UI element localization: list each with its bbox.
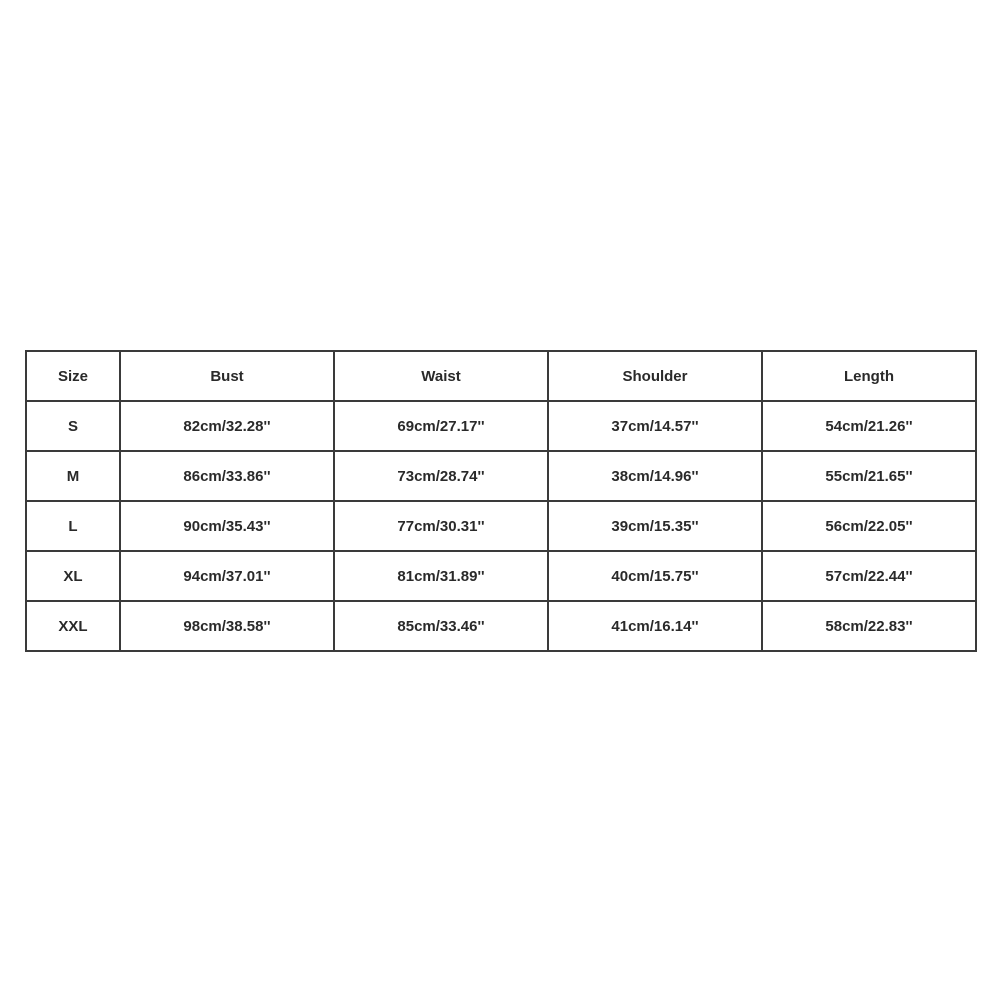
- cell-length: 56cm/22.05'': [762, 501, 976, 551]
- cell-waist: 73cm/28.74'': [334, 451, 548, 501]
- cell-bust: 98cm/38.58'': [120, 601, 334, 651]
- cell-size: M: [26, 451, 120, 501]
- table-row: [26, 451, 976, 501]
- cell-size: XXL: [26, 601, 120, 651]
- cell-waist: 69cm/27.17'': [334, 401, 548, 451]
- header-length: Length: [762, 351, 976, 401]
- cell-length: 58cm/22.83'': [762, 601, 976, 651]
- table-row: [26, 551, 976, 601]
- header-shoulder: Shoulder: [548, 351, 762, 401]
- cell-length: 54cm/21.26'': [762, 401, 976, 451]
- table-row: [26, 501, 976, 551]
- header-bust: Bust: [120, 351, 334, 401]
- cell-waist: 85cm/33.46'': [334, 601, 548, 651]
- cell-size: XL: [26, 551, 120, 601]
- cell-bust: 82cm/32.28'': [120, 401, 334, 451]
- cell-shoulder: 40cm/15.75'': [548, 551, 762, 601]
- cell-shoulder: 38cm/14.96'': [548, 451, 762, 501]
- cell-length: 55cm/21.65'': [762, 451, 976, 501]
- size-chart-table: [25, 350, 977, 652]
- table-row: [26, 401, 976, 451]
- table-row: [26, 601, 976, 651]
- cell-shoulder: 41cm/16.14'': [548, 601, 762, 651]
- cell-bust: 90cm/35.43'': [120, 501, 334, 551]
- cell-bust: 86cm/33.86'': [120, 451, 334, 501]
- table-header-row: [26, 351, 976, 401]
- cell-shoulder: 37cm/14.57'': [548, 401, 762, 451]
- cell-length: 57cm/22.44'': [762, 551, 976, 601]
- cell-waist: 81cm/31.89'': [334, 551, 548, 601]
- cell-size: S: [26, 401, 120, 451]
- cell-waist: 77cm/30.31'': [334, 501, 548, 551]
- cell-shoulder: 39cm/15.35'': [548, 501, 762, 551]
- cell-size: L: [26, 501, 120, 551]
- header-size: Size: [26, 351, 120, 401]
- cell-bust: 94cm/37.01'': [120, 551, 334, 601]
- header-waist: Waist: [334, 351, 548, 401]
